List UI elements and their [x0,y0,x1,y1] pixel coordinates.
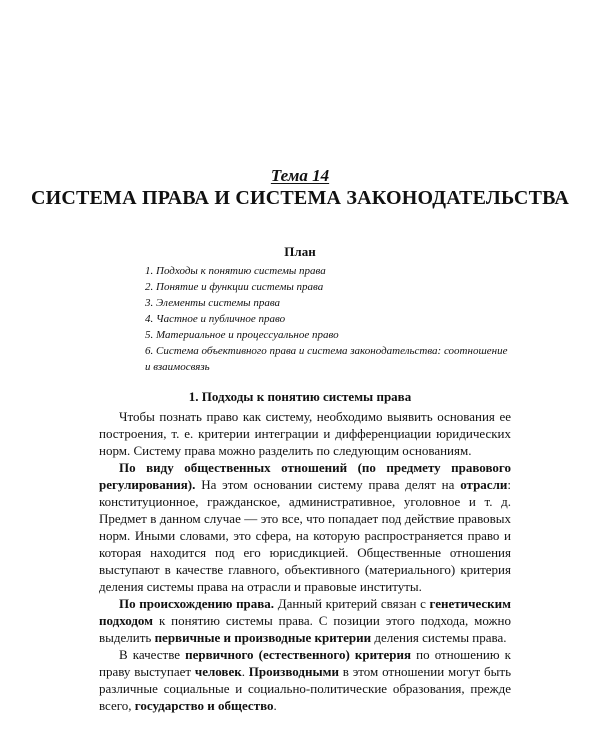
plan-item: 2. Понятие и функции системы права [145,281,324,293]
topic-label: Тема 14 [270,166,330,185]
plan-item: 1. Подходы к понятию системы права [145,265,326,277]
bold-phrase: человек [194,664,242,679]
plan-item: 3. Элементы системы права [145,297,281,309]
text-run: В качестве [119,647,186,662]
plan-heading: План [284,244,316,259]
section-heading: 1. Подходы к понятию системы права [188,389,412,404]
paragraph [99,646,511,714]
paragraph [99,595,511,646]
section-body [99,408,511,714]
text-run: : конституционное, гражданское, административное, уголовное и т. д. Предмет в данном случае — это все, что попадает под действие правовых норм. Иными словами, это сфера, на которую распространяется право и которая находится под его юрисдикцией. Общественные отношения выступают в качестве главного, объективного (материального) критерия деления системы права на отрасли и правовые институты. [99,477,511,594]
plan-list [145,263,515,375]
text-run: деления системы права. [371,630,507,645]
plan-item: 4. Частное и публичное право [145,313,286,325]
text-run: по отношению к праву выступает [99,647,511,679]
bold-phrase: первичные и производные критерии [154,630,372,645]
text-run: Данный критерий связан с [274,596,430,611]
plan-item: 6. Система объективного права и система законодательства: соотношение и взаимосвязь [145,345,508,373]
text-run: в этом отношении могут быть различные социальные и социально-политические образования, прежде всего, [99,664,511,713]
bold-phrase: государство и общество [134,698,274,713]
paragraph: Чтобы познать право как систему, необходимо выявить основания ее построения, т. е. критерии интеграции и дифференциации юридических норм. Систему права можно разделить по следующим основаниям. [99,409,511,458]
bold-phrase: По происхождению права. [119,596,275,611]
bold-phrase: отрасли [460,477,508,492]
text-run: . [273,698,277,713]
bold-phrase: По виду общественных отношений (по предмету правового регулирования). [99,460,511,492]
chapter-title: СИСТЕМА ПРАВА И СИСТЕМА ЗАКОНОДАТЕЛЬСТВА [30,187,570,209]
text-run: . [241,664,249,679]
text-run: На этом основании систему права делят на [195,477,461,492]
bold-phrase: первичного (естественного) критерия [185,647,412,662]
plan-item: 5. Материальное и процессуальное право [145,329,339,341]
paragraph [99,459,511,595]
bold-phrase: Производными [248,664,339,679]
text-run: к понятию системы права. С позиции этого подхода, можно выделить [99,613,511,645]
bold-phrase: генетическим подходом [99,596,512,628]
